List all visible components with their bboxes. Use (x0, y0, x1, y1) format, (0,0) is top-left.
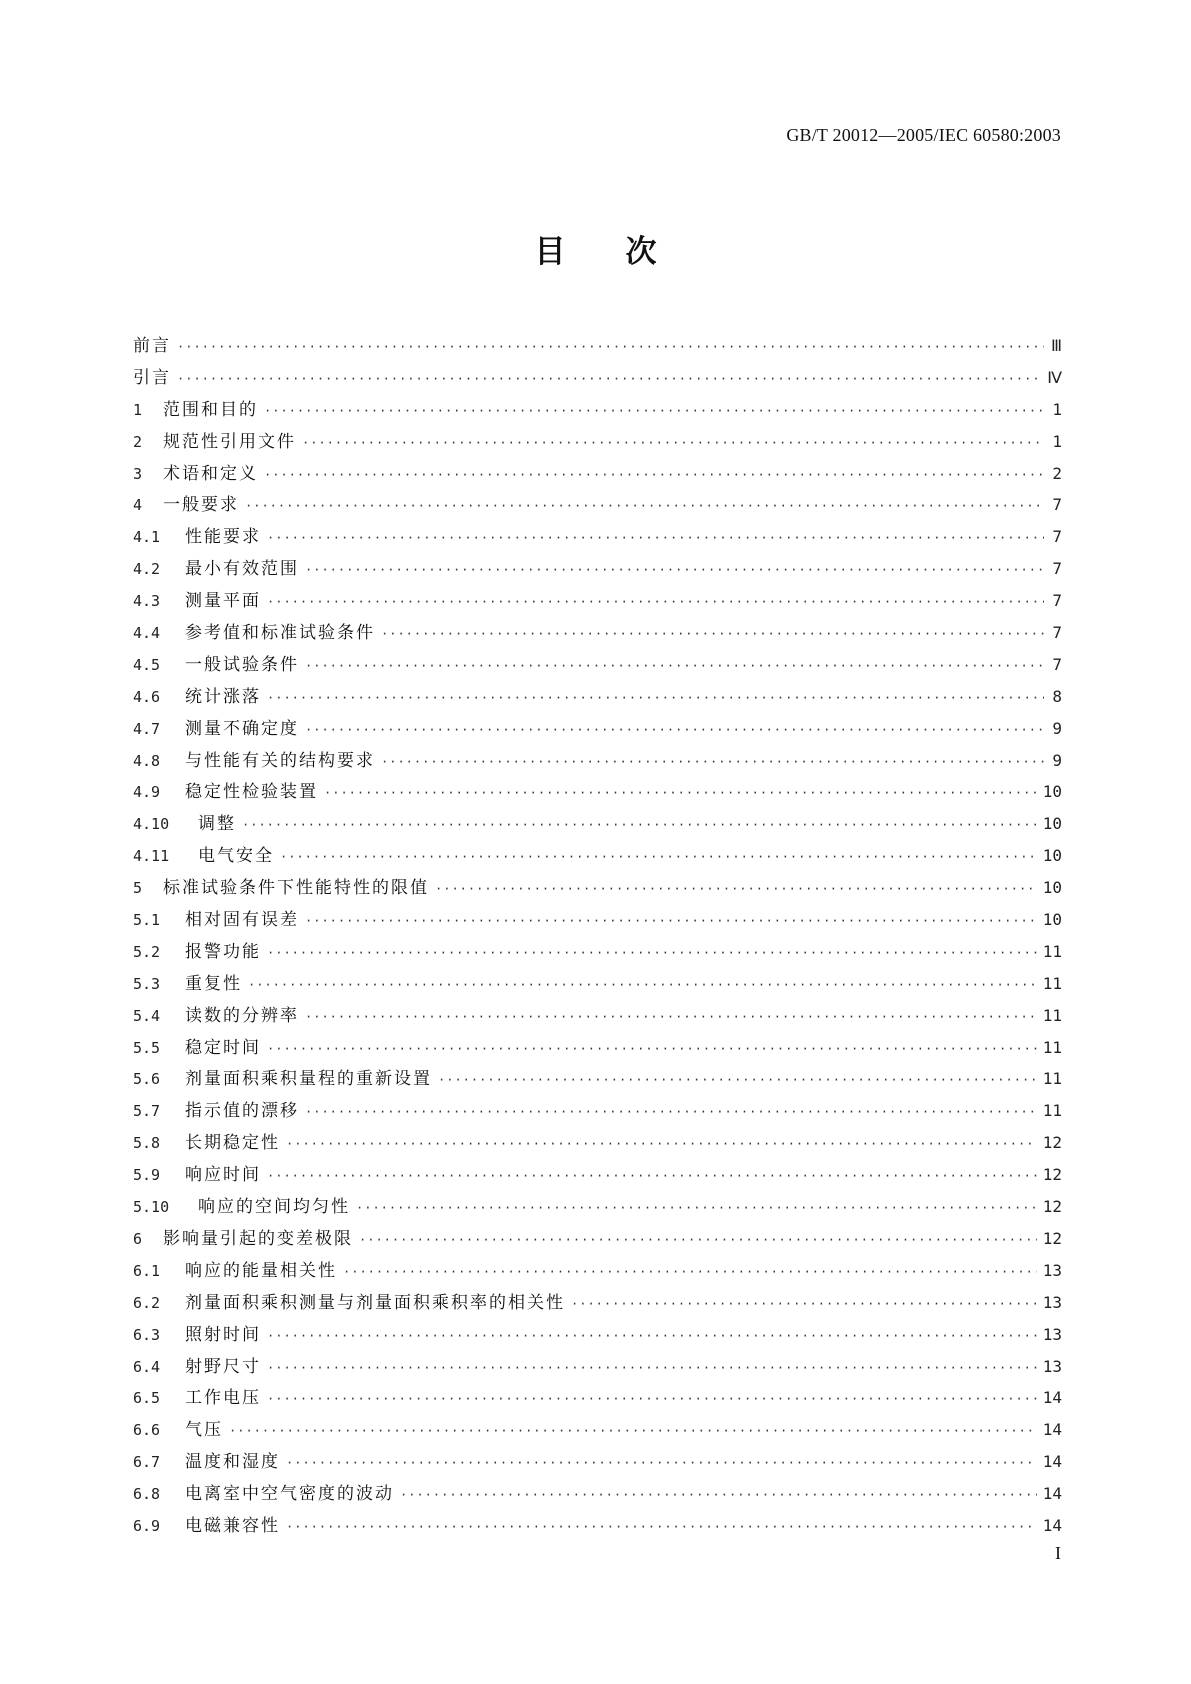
toc-entry-page: 13 (1042, 1324, 1062, 1344)
toc-entry-title: 与性能有关的结构要求 (185, 750, 375, 771)
dot-leader (264, 468, 1044, 482)
toc-entry-page: 12 (1042, 1165, 1062, 1185)
dot-leader (280, 850, 1037, 864)
dot-leader (245, 499, 1044, 513)
toc-entry-number: 4.2 (133, 560, 161, 579)
toc-entry-number: 5.5 (133, 1038, 161, 1057)
toc-entry-page: 14 (1042, 1388, 1062, 1408)
dot-leader (177, 372, 1041, 386)
toc-entry[interactable] (133, 554, 1062, 586)
toc-entry-page: 1 (1052, 431, 1062, 451)
dot-leader (267, 531, 1044, 545)
toc-entry-title: 重复性 (185, 973, 242, 994)
toc-entry-title: 电离室中空气密度的波动 (185, 1484, 394, 1505)
toc-entry-title: 相对固有误差 (185, 910, 299, 931)
toc-entry-page: 11 (1042, 1037, 1062, 1057)
toc-entry-number: 4.4 (133, 624, 161, 643)
toc-entry-title: 性能要求 (185, 527, 261, 548)
toc-entry[interactable] (133, 1128, 1062, 1160)
toc-entry-page: 10 (1042, 910, 1062, 930)
toc-entry-title: 术语和定义 (163, 463, 258, 484)
toc-entry[interactable] (133, 363, 1062, 395)
toc-entry-title: 剂量面积乘积量程的重新设置 (185, 1069, 432, 1090)
toc-entry[interactable] (133, 586, 1062, 618)
dot-leader (267, 1329, 1037, 1343)
toc-entry-title: 参考值和标准试验条件 (185, 623, 375, 644)
toc-entry-number: 4.5 (133, 655, 161, 674)
toc-entry-number: 3 (133, 464, 143, 483)
dot-leader (381, 755, 1044, 769)
toc-entry-title: 响应时间 (185, 1165, 261, 1186)
toc-entry-number: 6.6 (133, 1421, 161, 1440)
dot-leader (267, 1361, 1037, 1375)
dot-leader (267, 946, 1037, 960)
toc-entry-page: 9 (1052, 750, 1062, 770)
toc-entry-number: 2 (133, 432, 143, 451)
toc-entry-number: 5.4 (133, 1006, 161, 1025)
toc-entry-page: 11 (1042, 973, 1062, 993)
toc-entry-page: 11 (1042, 941, 1062, 961)
toc-entry-page: 11 (1042, 1069, 1062, 1089)
toc-entry-number: 6.7 (133, 1453, 161, 1472)
toc-entry-page: 2 (1052, 463, 1062, 483)
toc-entry-number: 5 (133, 879, 143, 898)
toc-entry[interactable] (133, 873, 1062, 905)
toc-entry-number: 6.1 (133, 1261, 161, 1280)
toc-entry-page: 14 (1042, 1420, 1062, 1440)
dot-leader (302, 436, 1044, 450)
toc-entry[interactable] (133, 395, 1062, 427)
toc-entry-title: 长期稳定性 (185, 1133, 280, 1154)
table-of-contents (133, 331, 1062, 1543)
toc-entry[interactable] (133, 1511, 1062, 1543)
toc-entry-page: 7 (1052, 623, 1062, 643)
toc-entry[interactable] (133, 809, 1062, 841)
toc-entry-page: 13 (1042, 1260, 1062, 1280)
toc-entry[interactable] (133, 1415, 1062, 1447)
toc-entry-title: 照射时间 (185, 1324, 261, 1345)
toc-entry[interactable] (133, 331, 1062, 363)
toc-entry-title: 读数的分辨率 (185, 1005, 299, 1026)
toc-entry-title: 测量平面 (185, 591, 261, 612)
toc-entry-number: 4.10 (133, 815, 170, 834)
toc-entry-number: 5.10 (133, 1198, 170, 1217)
toc-entry-number: 4.8 (133, 751, 161, 770)
toc-entry-page: 8 (1052, 686, 1062, 706)
dot-leader (305, 563, 1044, 577)
dot-leader (229, 1424, 1037, 1438)
toc-entry[interactable] (133, 905, 1062, 937)
dot-leader (267, 1392, 1037, 1406)
toc-entry[interactable] (133, 1096, 1062, 1128)
dot-leader (267, 1042, 1037, 1056)
toc-entry-number: 6.4 (133, 1357, 161, 1376)
toc-entry[interactable] (133, 777, 1062, 809)
toc-entry[interactable] (133, 1447, 1062, 1479)
standard-code-header: GB/T 20012—2005/IEC 60580:2003 (786, 125, 1061, 145)
toc-entry-page: 9 (1052, 718, 1062, 738)
dot-leader (286, 1137, 1037, 1151)
toc-entry[interactable] (133, 490, 1062, 522)
toc-entry-page: 7 (1052, 591, 1062, 611)
dot-leader (264, 404, 1044, 418)
toc-entry-number: 4.1 (133, 528, 161, 547)
toc-entry-page: Ⅲ (1050, 336, 1062, 355)
dot-leader (359, 1233, 1037, 1247)
toc-entry-number: 5.8 (133, 1134, 161, 1153)
toc-entry-page: 12 (1042, 1133, 1062, 1153)
toc-entry-title: 标准试验条件下性能特性的限值 (163, 878, 429, 899)
toc-entry-title: 影响量引起的变差极限 (163, 1228, 353, 1249)
toc-entry-page: 7 (1052, 654, 1062, 674)
toc-entry[interactable] (133, 618, 1062, 650)
toc-entry[interactable] (133, 682, 1062, 714)
toc-entry-number: 4 (133, 496, 143, 515)
toc-entry-title: 电气安全 (198, 846, 274, 867)
toc-entry-title: 一般试验条件 (185, 654, 299, 675)
toc-entry-title: 指示值的漂移 (185, 1101, 299, 1122)
toc-entry[interactable] (133, 1033, 1062, 1065)
toc-entry-number: 5.6 (133, 1070, 161, 1089)
toc-entry-title: 统计涨落 (185, 686, 261, 707)
toc-entry-title: 工作电压 (185, 1388, 261, 1409)
page-number: I (1055, 1543, 1061, 1563)
toc-entry[interactable] (133, 1064, 1062, 1096)
toc-entry-title: 射野尺寸 (185, 1356, 261, 1377)
dot-leader (435, 882, 1037, 896)
toc-entry[interactable] (133, 746, 1062, 778)
toc-entry[interactable] (133, 1224, 1062, 1256)
dot-leader (248, 978, 1037, 992)
dot-leader (356, 1201, 1037, 1215)
toc-entry-number: 1 (133, 400, 143, 419)
toc-entry-title: 测量不确定度 (185, 718, 299, 739)
toc-entry-title: 报警功能 (185, 941, 261, 962)
dot-leader (438, 1073, 1037, 1087)
toc-entry[interactable] (133, 714, 1062, 746)
dot-leader (267, 1169, 1037, 1183)
toc-entry[interactable] (133, 1479, 1062, 1511)
toc-entry[interactable] (133, 937, 1062, 969)
toc-entry-page: 14 (1042, 1515, 1062, 1535)
toc-entry-page: 14 (1042, 1452, 1062, 1472)
toc-entry[interactable] (133, 427, 1062, 459)
page-title: 目次 (534, 234, 717, 270)
toc-entry-title: 最小有效范围 (185, 559, 299, 580)
toc-entry-page: 13 (1042, 1292, 1062, 1312)
dot-leader (305, 914, 1037, 928)
toc-entry[interactable] (133, 1352, 1062, 1384)
dot-leader (305, 1105, 1037, 1119)
toc-entry[interactable] (133, 1288, 1062, 1320)
dot-leader (400, 1488, 1037, 1502)
toc-entry-number: 4.7 (133, 719, 161, 738)
toc-entry-page: 13 (1042, 1356, 1062, 1376)
dot-leader (286, 1456, 1037, 1470)
toc-entry[interactable] (133, 522, 1062, 554)
dot-leader (286, 1520, 1037, 1534)
dot-leader (571, 1297, 1037, 1311)
toc-entry[interactable] (133, 1192, 1062, 1224)
toc-entry-title: 响应的空间均匀性 (198, 1197, 350, 1218)
toc-entry-number: 6.2 (133, 1293, 161, 1312)
toc-entry[interactable] (133, 1320, 1062, 1352)
toc-entry-title: 规范性引用文件 (163, 431, 296, 452)
toc-entry-number: 5.1 (133, 911, 161, 930)
dot-leader (267, 595, 1044, 609)
toc-entry-number: 5.9 (133, 1166, 161, 1185)
toc-entry-page: 10 (1042, 782, 1062, 802)
toc-entry[interactable] (133, 459, 1062, 491)
dot-leader (305, 659, 1044, 673)
toc-entry-page: 10 (1042, 878, 1062, 898)
toc-entry-number: 4.3 (133, 592, 161, 611)
toc-entry-number: 4.6 (133, 687, 161, 706)
dot-leader (343, 1265, 1037, 1279)
toc-entry-number: 6.3 (133, 1325, 161, 1344)
toc-entry-title: 气压 (185, 1420, 223, 1441)
toc-entry-number: 6.5 (133, 1389, 161, 1408)
toc-entry[interactable] (133, 1383, 1062, 1415)
toc-entry-number: 4.9 (133, 783, 161, 802)
toc-entry-page: 11 (1042, 1101, 1062, 1121)
toc-entry-title: 稳定性检验装置 (185, 782, 318, 803)
toc-entry-page: 7 (1052, 495, 1062, 515)
toc-entry-title: 温度和湿度 (185, 1452, 280, 1473)
toc-entry-page: 12 (1042, 1228, 1062, 1248)
toc-entry[interactable] (133, 841, 1062, 873)
toc-entry-title: 引言 (133, 367, 171, 388)
toc-entry-page: 10 (1042, 814, 1062, 834)
dot-leader (177, 340, 1044, 354)
toc-entry-page: 12 (1042, 1197, 1062, 1217)
toc-entry-page: Ⅳ (1047, 367, 1062, 387)
toc-entry[interactable] (133, 650, 1062, 682)
toc-entry[interactable] (133, 969, 1062, 1001)
toc-entry[interactable] (133, 1256, 1062, 1288)
toc-entry-title: 一般要求 (163, 495, 239, 516)
toc-entry-title: 电磁兼容性 (185, 1515, 280, 1536)
dot-leader (242, 818, 1037, 832)
toc-entry-page: 7 (1052, 559, 1062, 579)
toc-entry-title: 稳定时间 (185, 1037, 261, 1058)
toc-entry-number: 4.11 (133, 847, 170, 866)
toc-entry-page: 10 (1042, 846, 1062, 866)
toc-entry-number: 6.9 (133, 1516, 161, 1535)
dot-leader (381, 627, 1044, 641)
toc-entry-title: 调整 (198, 814, 236, 835)
dot-leader (305, 723, 1044, 737)
toc-entry-page: 11 (1042, 1005, 1062, 1025)
toc-entry-number: 5.2 (133, 942, 161, 961)
toc-entry-title: 响应的能量相关性 (185, 1260, 337, 1281)
toc-entry-title: 范围和目的 (163, 399, 258, 420)
toc-entry-page: 1 (1052, 399, 1062, 419)
toc-entry-title: 前言 (133, 336, 171, 356)
dot-leader (267, 691, 1044, 705)
toc-entry[interactable] (133, 1001, 1062, 1033)
dot-leader (305, 1010, 1037, 1024)
dot-leader (324, 786, 1037, 800)
toc-entry-number: 5.3 (133, 974, 161, 993)
toc-entry-title: 剂量面积乘积测量与剂量面积乘积率的相关性 (185, 1292, 565, 1313)
toc-entry-page: 14 (1042, 1484, 1062, 1504)
toc-entry-number: 6 (133, 1229, 143, 1248)
toc-entry-number: 6.8 (133, 1485, 161, 1504)
toc-entry[interactable] (133, 1160, 1062, 1192)
toc-entry-page: 7 (1052, 527, 1062, 547)
toc-entry-number: 5.7 (133, 1102, 161, 1121)
